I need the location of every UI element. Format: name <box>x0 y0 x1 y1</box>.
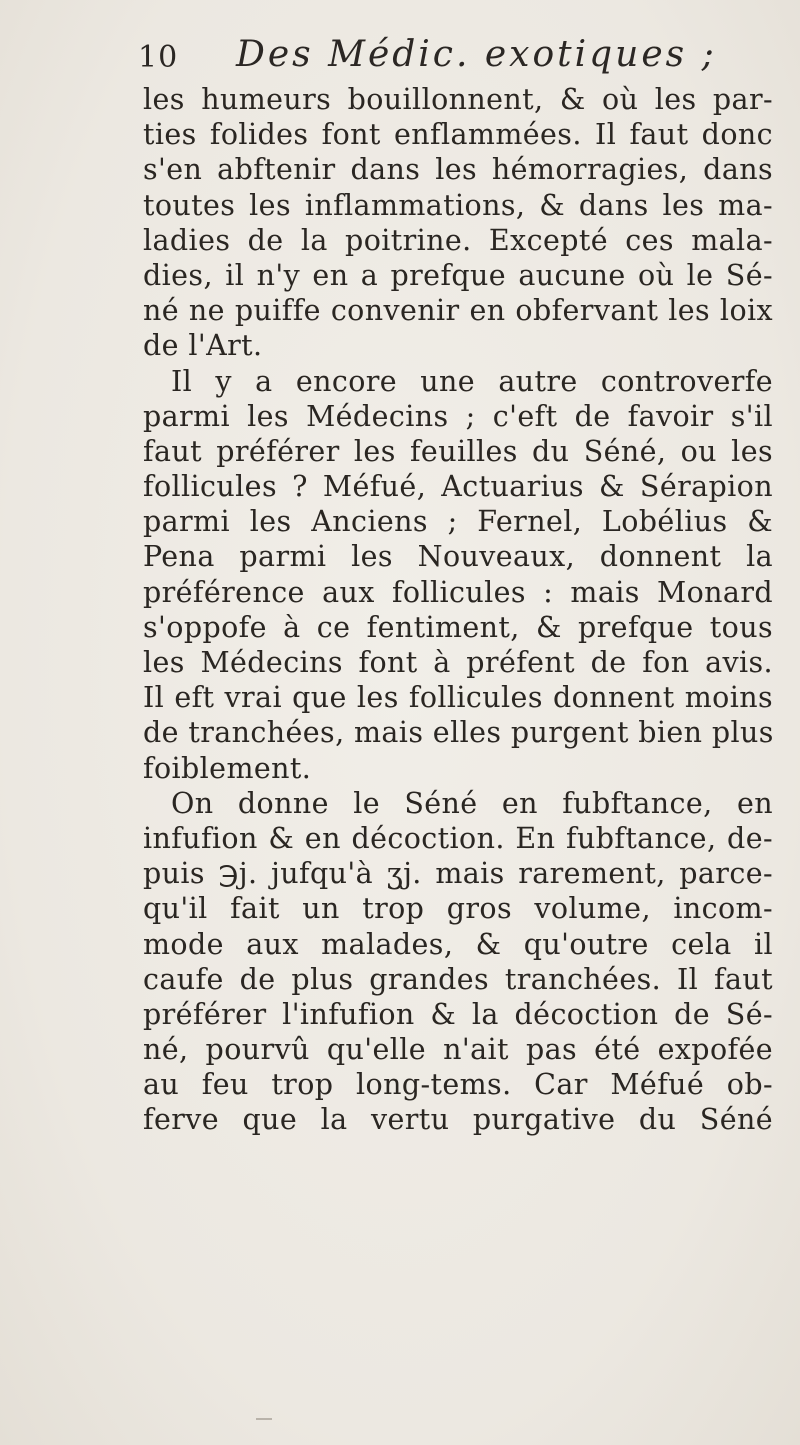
text-line: préférer l'infufion & la décoction de Sé- <box>143 997 773 1031</box>
text-line: ladies de la poitrine. Excepté ces mala- <box>143 223 773 257</box>
text-line: au feu trop long-tems. Car Méfué ob- <box>143 1068 773 1102</box>
text-line: s'oppofe à ce fentiment, & prefque tous <box>143 610 773 644</box>
text-line: parmi les Anciens ; Fernel, Lobélius & <box>143 505 773 539</box>
text-line: toutes les inflammations, & dans les ma- <box>143 188 773 222</box>
text-line: dies, il n'y en a prefque aucune où le Sé- <box>143 258 773 292</box>
text-line: de l'Art. <box>143 329 263 363</box>
page-header <box>138 34 738 84</box>
text-line: infufion & en décoction. En fubftance, de- <box>143 821 773 855</box>
text-line: Il eft vrai que les follicules donnent moins <box>143 681 773 715</box>
text-line: les humeurs bouillonnent, & où les par- <box>143 83 773 116</box>
text-line: Il y a encore une autre controverfe <box>171 364 773 398</box>
text-line: préférence aux follicules : mais Monard <box>143 575 773 609</box>
running-title: Des Médic. exotiques ; <box>236 34 717 75</box>
paper-mark <box>256 1418 272 1420</box>
text-line: On donne le Séné en fubftance, en <box>171 786 773 820</box>
text-line: les Médecins font à préfent de fon avis. <box>143 646 773 679</box>
text-line: né, pourvû qu'elle n'ait pas été expofée <box>143 1033 773 1067</box>
text-line: foiblement. <box>143 751 312 785</box>
text-line: ferve que la vertu purgative du Séné <box>143 1103 773 1137</box>
body-text <box>143 82 773 1138</box>
text-line: puis ℈j. jufqu'à ʒj. mais rarement, parce- <box>143 857 773 891</box>
text-line: Pena parmi les Nouveaux, donnent la <box>143 540 773 574</box>
text-line: s'en abftenir dans les hémorragies, dans <box>143 153 773 187</box>
text-line: mode aux malades, & qu'outre cela il <box>143 927 773 961</box>
text-line: follicules ? Méfué, Actuarius & Sérapion <box>143 470 773 504</box>
page-number: 10 <box>138 40 179 75</box>
text-line: né ne puiffe convenir en obfervant les loix <box>143 294 773 328</box>
text-line: caufe de plus grandes tranchées. Il faut <box>143 962 773 996</box>
text-line: ties folides font enflammées. Il faut donc <box>143 118 773 152</box>
text-line: parmi les Médecins ; c'eft de favoir s'il <box>143 399 773 433</box>
text-line: faut préférer les feuilles du Séné, ou les <box>143 434 773 468</box>
text-line: qu'il fait un trop gros volume, incom- <box>143 892 773 926</box>
text-line: de tranchées, mais elles purgent bien plus <box>143 716 774 750</box>
